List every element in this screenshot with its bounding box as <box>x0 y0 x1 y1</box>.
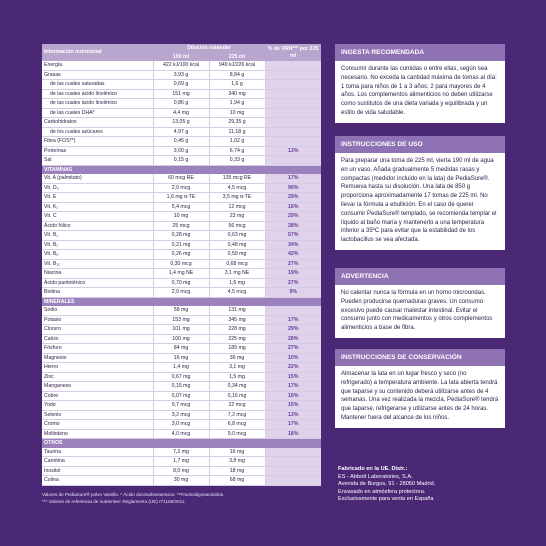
table-header-row <box>42 44 321 53</box>
value-vrn-percent: 22% <box>265 363 321 373</box>
nutrient-name: Sodio <box>42 306 153 315</box>
value-100ml: 101 mg <box>153 325 209 335</box>
value-vrn-percent <box>265 118 321 128</box>
value-100ml: 0,15 g <box>153 156 209 166</box>
nutrient-name: Cromo <box>42 420 153 430</box>
value-225ml: 3,1 mg NE <box>209 269 265 279</box>
value-225ml: 6,8 mcg <box>209 420 265 430</box>
nutrient-name: Vit. B₁ <box>42 231 153 241</box>
value-100ml: 1,4 mg NE <box>153 269 209 279</box>
nutrient-name: de las cuales ácido linolénico <box>42 99 153 109</box>
value-225ml: 56 mcg <box>209 221 265 231</box>
value-vrn-percent <box>265 137 321 147</box>
table-row <box>42 401 321 411</box>
nutrient-name: Manganeso <box>42 382 153 392</box>
table-row <box>42 353 321 363</box>
manufacturer-line-2: Avenida de Burgos, 91 - 28050 Madrid. <box>338 481 436 488</box>
value-100ml: 58 mg <box>153 306 209 315</box>
value-vrn-percent: 90% <box>265 183 321 193</box>
value-225ml: 0,48 mg <box>209 240 265 250</box>
nutrient-name: de las cuales ácido linolénico <box>42 89 153 99</box>
table-row <box>42 334 321 344</box>
value-100ml: 0,26 mg <box>153 250 209 260</box>
table-row <box>42 212 321 222</box>
value-100ml: 4,0 mcg <box>153 429 209 439</box>
box-ingesta <box>335 44 505 123</box>
value-225ml: 16 mg <box>209 448 265 457</box>
value-225ml: 9,0 mcg <box>209 429 265 439</box>
value-100ml: 7,2 mg <box>153 448 209 457</box>
value-vrn-percent: 29% <box>265 212 321 222</box>
value-vrn-percent: 13% <box>265 146 321 156</box>
nutrient-name: Proteínas <box>42 146 153 156</box>
footnotes <box>42 492 332 505</box>
value-vrn-percent: 17% <box>265 382 321 392</box>
value-225ml: 3,8 mg <box>209 457 265 467</box>
header-standard-dilution: Dilución estándar <box>153 44 265 53</box>
value-225ml: 4,5 mcg <box>209 183 265 193</box>
nutrient-name: Energía <box>42 61 153 70</box>
nutrient-name: Carnitina <box>42 457 153 467</box>
value-100ml: 10 mg <box>153 212 209 222</box>
value-100ml: 0,67 mg <box>153 372 209 382</box>
value-100ml: 151 mg <box>153 89 209 99</box>
value-vrn-percent: 17% <box>265 315 321 325</box>
nutrient-name: de las cuales saturadas <box>42 80 153 90</box>
value-vrn-percent: 42% <box>265 250 321 260</box>
section-header: VITAMINAS <box>42 165 321 174</box>
value-100ml: 9,7 mcg <box>153 401 209 411</box>
value-vrn-percent: 15% <box>265 401 321 411</box>
value-100ml: 16 mg <box>153 353 209 363</box>
nutrient-name: Niacina <box>42 269 153 279</box>
table-row <box>42 372 321 382</box>
value-225ml: 22 mcg <box>209 401 265 411</box>
value-100ml: 3,00 g <box>153 146 209 156</box>
header-nutrition-info: Información nutricional <box>42 44 153 61</box>
value-vrn-percent: 27% <box>265 259 321 269</box>
box-ingesta-title: INGESTA RECOMENDADA <box>335 44 505 61</box>
table-row <box>42 193 321 203</box>
nutrient-name: de los cuales azúcares <box>42 127 153 137</box>
value-225ml: 949 kJ/226 kcal <box>209 61 265 70</box>
value-100ml: 422 kJ/100 kcal <box>153 61 209 70</box>
nutrient-name: Selenio <box>42 410 153 420</box>
section-header-row <box>42 165 321 174</box>
nutrient-name: Molibdeno <box>42 429 153 439</box>
value-100ml: 0,45 g <box>153 137 209 147</box>
value-100ml: 30 mg <box>153 476 209 486</box>
value-vrn-percent: 9% <box>265 288 321 298</box>
box-uso-text: Para preparar una toma de 225 ml, vierta 190 ml de agua en un vaso. Añada gradualmente 5 medidas rasas y compactas (medidor incluido en la lata) de PediaSure®. Remueva hasta su disolución. Una lata de 850 g proporciona aproximadamente 17 tomas de 225 ml. No llevar la fórmula a ebullición. En el caso de querer consumir PediaSure® templado, se recomienda templar el líquido al baño maría y mantenerlo a una temperatura inferior a 35ºC para evitar que la estabilidad de los lactobacillus se vea afectada. <box>341 158 497 244</box>
value-225ml: 8,84 g <box>209 70 265 80</box>
value-225ml: 1,6 mg <box>209 278 265 288</box>
box-uso <box>335 136 505 250</box>
nutrient-name: Calcio <box>42 334 153 344</box>
table-row <box>42 80 321 90</box>
box-conservacion <box>335 349 505 428</box>
value-vrn-percent: 28% <box>265 334 321 344</box>
value-225ml: 1,5 mg <box>209 372 265 382</box>
value-vrn-percent: 18% <box>265 429 321 439</box>
box-conservacion-text: Almacenar la lata en un lugar fresco y seco (no refrigerado) a temperatura ambiente. La lata abierta tendrá que taparse y su contenido deberá utilizarse antes de 4 semanas. Una vez realizada la mezcla, PediaSure® tendrá que taparse, refrigerarse y utilizarse antes de 24 horas. Mantener fuera del alcance de los niños. <box>341 371 499 421</box>
value-225ml: 189 mg <box>209 344 265 354</box>
nutrient-name: Vit. K₁ <box>42 202 153 212</box>
table-row <box>42 448 321 457</box>
value-100ml: 0,15 mg <box>153 382 209 392</box>
nutrient-name: Sal <box>42 156 153 166</box>
value-225ml: 29,35 g <box>209 118 265 128</box>
value-100ml: 0,86 g <box>153 99 209 109</box>
value-225ml: 0,68 mcg <box>209 259 265 269</box>
value-100ml: 0,07 mg <box>153 391 209 401</box>
box-advertencia <box>335 268 505 338</box>
nutrient-name: Vit. B₁₂ <box>42 259 153 269</box>
table-row <box>42 288 321 298</box>
value-225ml: 23 mg <box>209 212 265 222</box>
value-vrn-percent <box>265 108 321 118</box>
value-vrn-percent <box>265 99 321 109</box>
value-vrn-percent: 19% <box>265 269 321 279</box>
value-vrn-percent: 34% <box>265 240 321 250</box>
nutrition-table <box>42 44 321 486</box>
nutrient-name: Cloruro <box>42 325 153 335</box>
value-100ml: 0,21 mg <box>153 240 209 250</box>
section-header: OTROS <box>42 439 321 448</box>
table-row <box>42 278 321 288</box>
manufacturer-info <box>338 466 508 504</box>
value-100ml: 1,6 mg α-TE <box>153 193 209 203</box>
value-vrn-percent <box>265 466 321 476</box>
table-row <box>42 127 321 137</box>
table-row <box>42 183 321 193</box>
value-225ml: 18 mg <box>209 466 265 476</box>
nutrient-name: Ácido fólico <box>42 221 153 231</box>
value-vrn-percent <box>265 61 321 70</box>
table-row <box>42 315 321 325</box>
value-100ml: 3,2 mcg <box>153 410 209 420</box>
value-vrn-percent: 17% <box>265 174 321 183</box>
value-vrn-percent: 27% <box>265 278 321 288</box>
value-vrn-percent <box>265 70 321 80</box>
value-vrn-percent <box>265 448 321 457</box>
nutrient-name: Colina <box>42 476 153 486</box>
value-225ml: 340 mg <box>209 89 265 99</box>
header-vrn-percent: % de VRN*** por 225 ml <box>265 44 321 61</box>
value-vrn-percent <box>265 89 321 99</box>
nutrient-name: Grasas <box>42 70 153 80</box>
value-100ml: 8,0 mg <box>153 466 209 476</box>
value-225ml: 1,94 g <box>209 99 265 109</box>
table-row <box>42 344 321 354</box>
table-row <box>42 363 321 373</box>
footnote-line-1: Valores de PediaSure® polvo Vainilla. * Ácido docosahexaenoico. **Fructooligosacáridos. <box>42 492 225 497</box>
value-225ml: 11,18 g <box>209 127 265 137</box>
value-225ml: 0,16 mg <box>209 391 265 401</box>
table-row <box>42 240 321 250</box>
section-header-row <box>42 297 321 306</box>
value-vrn-percent: 29% <box>265 325 321 335</box>
value-225ml: 1,6 g <box>209 80 265 90</box>
table-row <box>42 269 321 279</box>
table-row <box>42 306 321 315</box>
nutrient-name: Vit. A (palmitato) <box>42 174 153 183</box>
value-100ml: 60 mcg RE <box>153 174 209 183</box>
nutrient-name: Ácido pantoténico <box>42 278 153 288</box>
value-225ml: 345 mg <box>209 315 265 325</box>
table-row <box>42 156 321 166</box>
value-225ml: 12 mcg <box>209 202 265 212</box>
value-100ml: 1,4 mg <box>153 363 209 373</box>
value-100ml: 25 mcg <box>153 221 209 231</box>
value-vrn-percent: 16% <box>265 202 321 212</box>
value-vrn-percent: 16% <box>265 391 321 401</box>
table-row <box>42 476 321 486</box>
table-row <box>42 382 321 392</box>
table-row <box>42 202 321 212</box>
value-100ml: 2,0 mcg <box>153 288 209 298</box>
nutrition-table-wrap <box>42 44 321 486</box>
value-225ml: 0,34 mg <box>209 382 265 392</box>
nutrient-name: Cobre <box>42 391 153 401</box>
table-row <box>42 108 321 118</box>
value-225ml: 0,33 g <box>209 156 265 166</box>
value-vrn-percent <box>265 476 321 486</box>
box-advertencia-title: ADVERTENCIA <box>335 268 505 285</box>
table-row <box>42 70 321 80</box>
nutrient-name: de las cuales DHA* <box>42 108 153 118</box>
box-uso-title: INSTRUCCIONES DE USO <box>335 136 505 153</box>
value-100ml: 4,97 g <box>153 127 209 137</box>
value-225ml: 1,02 g <box>209 137 265 147</box>
nutrient-name: Zinc <box>42 372 153 382</box>
value-100ml: 5,4 mcg <box>153 202 209 212</box>
value-100ml: 153 mg <box>153 315 209 325</box>
value-225ml: 225 mg <box>209 334 265 344</box>
nutrient-name: Potasio <box>42 315 153 325</box>
value-vrn-percent: 17% <box>265 420 321 430</box>
nutrient-name: Fibra (FOS**) <box>42 137 153 147</box>
table-row <box>42 118 321 128</box>
nutrition-table-body <box>42 61 321 485</box>
nutrient-name: Vit. B₂ <box>42 240 153 250</box>
value-100ml: 3,93 g <box>153 70 209 80</box>
value-100ml: 0,28 mg <box>153 231 209 241</box>
value-100ml: 0,30 mcg <box>153 259 209 269</box>
value-225ml: 0,59 mg <box>209 250 265 260</box>
table-row <box>42 146 321 156</box>
value-vrn-percent: 57% <box>265 231 321 241</box>
table-row <box>42 250 321 260</box>
value-225ml: 6,74 g <box>209 146 265 156</box>
table-row <box>42 325 321 335</box>
table-row <box>42 221 321 231</box>
value-vrn-percent: 15% <box>265 372 321 382</box>
manufacturer-line-3: Envasado en atmósfera protectora. <box>338 488 426 495</box>
value-100ml: 13,05 g <box>153 118 209 128</box>
nutrient-name: Vit. C <box>42 212 153 222</box>
value-225ml: 228 mg <box>209 325 265 335</box>
nutrient-name: Inositol <box>42 466 153 476</box>
nutrient-name: Vit. D₃ <box>42 183 153 193</box>
value-vrn-percent: 28% <box>265 221 321 231</box>
value-225ml: 135 mcg RE <box>209 174 265 183</box>
table-row <box>42 137 321 147</box>
manufacturer-line-4: Exclusivamente para venta en España <box>338 496 434 503</box>
value-100ml: 100 mg <box>153 334 209 344</box>
table-row <box>42 410 321 420</box>
table-row <box>42 457 321 467</box>
box-conservacion-title: INSTRUCCIONES DE CONSERVACIÓN <box>335 349 505 366</box>
nutrient-name: Yodo <box>42 401 153 411</box>
value-100ml: 0,70 mg <box>153 278 209 288</box>
value-225ml: 4,5 mcg <box>209 288 265 298</box>
table-row <box>42 259 321 269</box>
value-100ml: 0,69 g <box>153 80 209 90</box>
nutrient-name: Biotina <box>42 288 153 298</box>
table-row <box>42 231 321 241</box>
value-vrn-percent <box>265 156 321 166</box>
value-225ml: 36 mg <box>209 353 265 363</box>
box-advertencia-text: No calentar nunca la fórmula en un horno microondas. Pueden producirse quemaduras graves. Un consumo excesivo puede causar malestar intestinal. Evitar el consumo junto con medicamentos y otros complementos alimenticios a base de fibra. <box>341 290 493 332</box>
section-header: MINERALES <box>42 297 321 306</box>
table-row <box>42 391 321 401</box>
value-vrn-percent <box>265 127 321 137</box>
header-225ml: 225 ml <box>209 53 265 62</box>
value-vrn-percent: 10% <box>265 353 321 363</box>
box-ingesta-text: Consumir durante las comidas o entre ellas, según sea necesario. No exceda la cantidad máxima de tomas al día: 1 toma para niños de 1 a 3 años; 2 para mayores de 4 años. Los complementos alimenticios no deben utilizarse como sustitutos de una dieta variada y equilibrada y un estilo de vida saludable. <box>341 66 497 116</box>
value-vrn-percent <box>265 306 321 315</box>
value-225ml: 68 mg <box>209 476 265 486</box>
table-row <box>42 174 321 183</box>
nutrient-name: Hierro <box>42 363 153 373</box>
nutrient-name: Vit. E <box>42 193 153 203</box>
value-vrn-percent <box>265 80 321 90</box>
value-225ml: 3,5 mg α-TE <box>209 193 265 203</box>
value-225ml: 7,2 mcg <box>209 410 265 420</box>
footnote-line-2: *** Valores de referencia de nutrientes: Reglamento (UE) nº1169/2011. <box>42 498 186 504</box>
manufacturer-heading: Fabricado en la UE. Distr.: <box>338 466 408 472</box>
nutrient-name: Vit. B₆ <box>42 250 153 260</box>
nutrient-name: Taurina <box>42 448 153 457</box>
table-row <box>42 99 321 109</box>
nutrient-name: Magnesio <box>42 353 153 363</box>
nutrient-name: Carbohidratos <box>42 118 153 128</box>
table-row <box>42 61 321 70</box>
value-vrn-percent: 13% <box>265 410 321 420</box>
value-225ml: 0,63 mg <box>209 231 265 241</box>
value-225ml: 131 mg <box>209 306 265 315</box>
table-row <box>42 429 321 439</box>
table-row <box>42 89 321 99</box>
table-row <box>42 420 321 430</box>
value-vrn-percent: 29% <box>265 193 321 203</box>
value-100ml: 1,7 mg <box>153 457 209 467</box>
value-100ml: 2,0 mcg <box>153 183 209 193</box>
value-100ml: 3,0 mcg <box>153 420 209 430</box>
nutrient-name: Fósforo <box>42 344 153 354</box>
value-100ml: 84 mg <box>153 344 209 354</box>
manufacturer-line-1: ES - Abbott Laboratories, S.A. <box>338 473 413 480</box>
header-100ml: 100 ml <box>153 53 209 62</box>
value-vrn-percent: 27% <box>265 344 321 354</box>
value-100ml: 4,4 mg <box>153 108 209 118</box>
value-vrn-percent <box>265 457 321 467</box>
value-225ml: 3,1 mg <box>209 363 265 373</box>
value-225ml: 10 mg <box>209 108 265 118</box>
section-header-row <box>42 439 321 448</box>
table-row <box>42 466 321 476</box>
